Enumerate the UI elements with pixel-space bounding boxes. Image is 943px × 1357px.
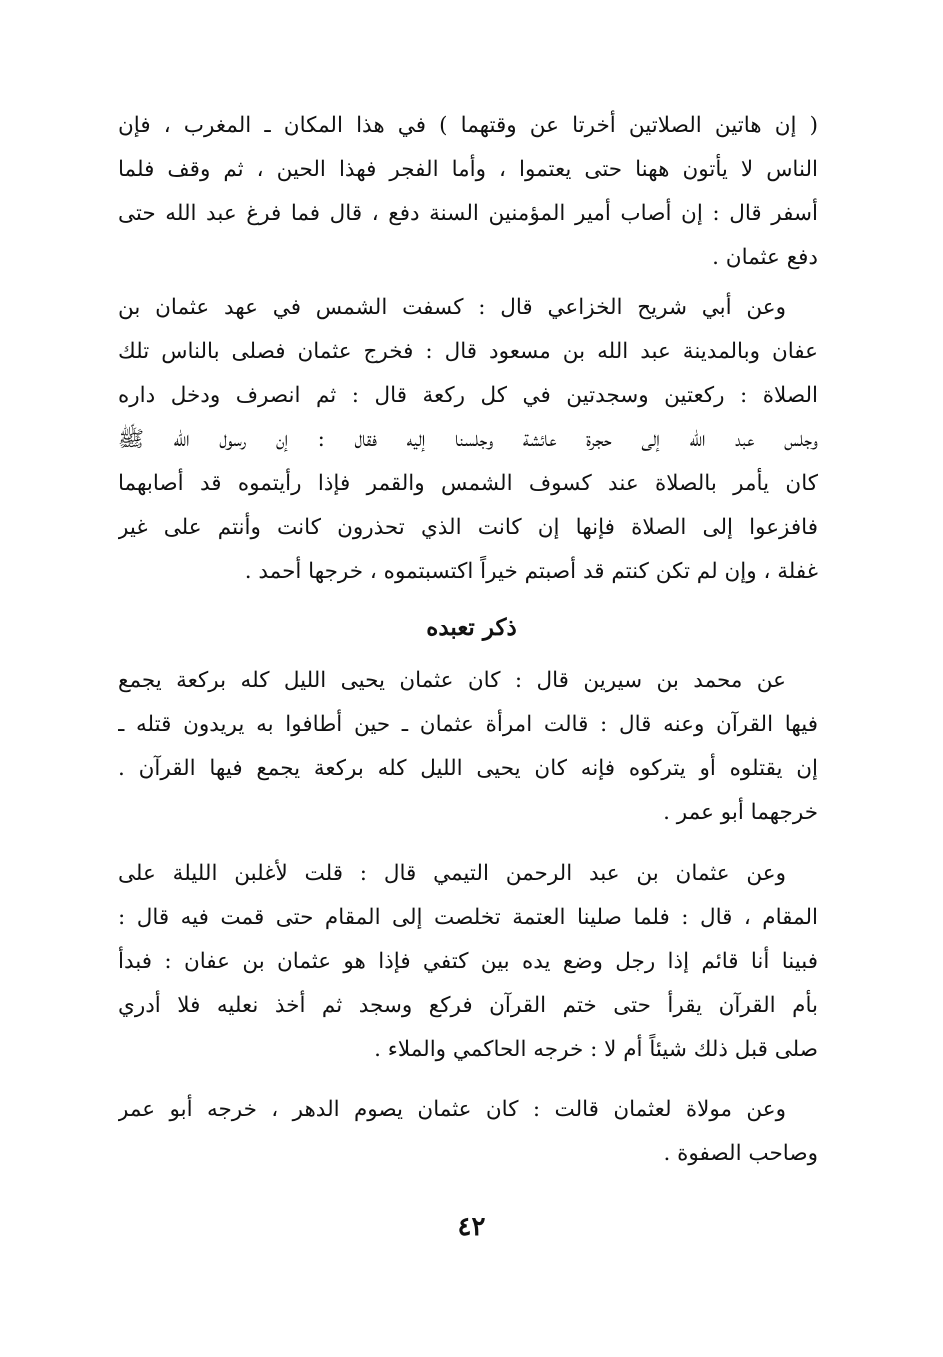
section-heading: ذكر تعبده [426,614,517,641]
text-line: وصاحب الصفوة . [663,1141,818,1166]
text-line: وجلس عبد الله إلى حجرة عائشة وجلسنا إليه فقال : إن رسول الله ﷺ [118,427,818,452]
paragraph-1 [118,104,818,280]
paragraph-4 [118,852,818,1072]
text-line: وعن مولاة لعثمان قالت : كان عثمان يصوم الدهر ، خرجه أبو عمر [118,1097,786,1122]
text-line: عفان وبالمدينة عبد الله بن مسعود قال : فخرج عثمان فصلى بالناس تلك [118,339,818,364]
text-line: فبينا أنا قائم إذا رجل وضع يده بين كتفي فإذا هو عثمان بن عفان : فبدأ [118,949,818,974]
text-line: الصلاة : ركعتين وسجدتين في كل ركعة قال : ثم انصرف ودخل داره [118,383,818,408]
text-line: بأم القرآن يقرأ حتى ختم القرآن فركع وسجد ثم أخذ نعليه فلا أدري [118,993,818,1018]
paragraph-2 [118,286,818,594]
text-line: عن محمد بن سيرين قال : كان عثمان يحيى الليل كله بركعة يجمع [118,668,786,693]
text-line: المقام ، قال : فلما صلينا العتمة تخلصت إلى المقام حتى قمت فيه قال : [118,905,818,930]
text-line: أسفر قال : إن أصاب أمير المؤمنين السنة دفع ، قال فما فرغ عبد الله حتى [118,201,818,226]
text-line: صلى قبل ذلك شيئاً أم لا : خرجه الحاكمي والملاء . [374,1037,818,1062]
text-line: فيها القرآن وعنه قال : قالت امرأة عثمان ـ حين أطافوا به يريدون قتله ـ [118,712,818,737]
text-line: ( إن هاتين الصلاتين أخرتا عن وقتهما ) في هذا المكان ـ المغرب ، فإن [118,113,818,138]
paragraph-5 [118,1088,818,1176]
text-line: غفلة ، وإن لم تكن كنتم قد أصبتم خيراً اكتسبتموه ، خرجها أحمد . [244,559,818,584]
text-line: إن يقتلوه أو يتركوه فإنه كان يحيى الليل كله بركعة يجمع فيها القرآن . [118,756,818,781]
text-line: وعن أبي شريح الخزاعي قال : كسفت الشمس في عهد عثمان بن [118,295,786,320]
text-line: دفع عثمان . [712,245,818,270]
text-line: فافزعوا إلى الصلاة فإنها إن كانت الذي تحذرون كانت وأنتم على غير [118,515,818,540]
text-line: الناس لا يأتون ههنا حتى يعتموا ، وأما الفجر فهذا الحين ، ثم وقف فلما [118,157,818,182]
text-line: كان يأمر بالصلاة عند كسوف الشمس والقمر فإذا رأيتموه قد أصابهما [118,471,818,496]
page-number: ٤٢ [457,1212,486,1242]
text-line: وعن عثمان بن عبد الرحمن التيمي قال : قلت لأغلبن الليلة على [118,861,786,886]
text-line: خرجهما أبو عمر . [663,800,818,825]
paragraph-3 [118,659,818,835]
